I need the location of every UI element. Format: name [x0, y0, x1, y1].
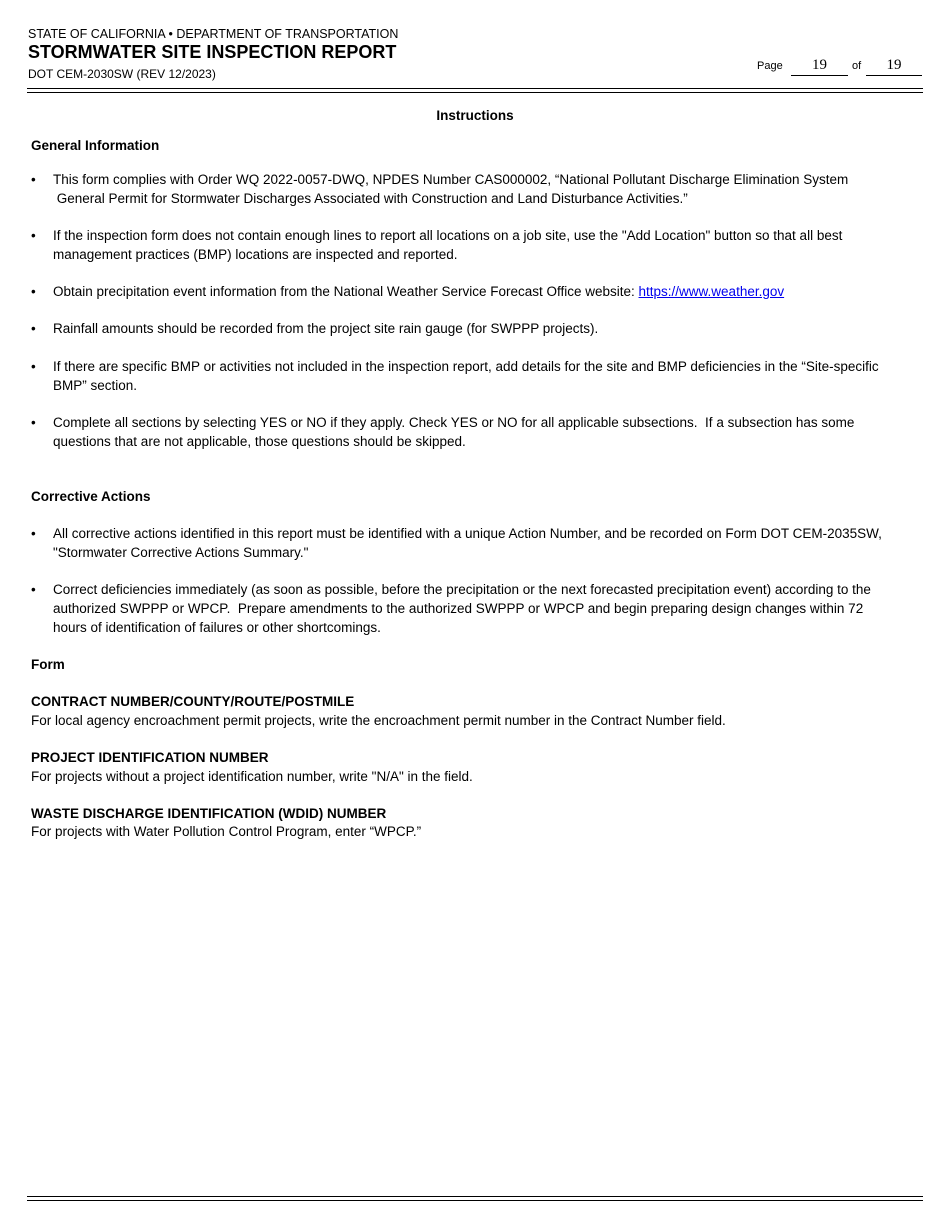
bullet-text: Obtain precipitation event information from the National Weather Service Forecast Office website: [53, 284, 639, 299]
bullet-dot: • [31, 172, 36, 187]
bullet-text: Complete all sections by selecting YES or NO if they apply. Check YES or NO for all applicable subsections. If a subsection has some [53, 415, 855, 430]
corrective-bullet-1 [31, 524, 921, 562]
weather-gov-link[interactable]: https://www.weather.gov [638, 284, 785, 299]
form-title: STORMWATER SITE INSPECTION REPORT [28, 42, 397, 62]
wdid-heading: WASTE DISCHARGE IDENTIFICATION (WDID) NUMBER [31, 806, 387, 821]
bullet-text: General Permit for Stormwater Discharges Associated with Construction and Land Disturbance Activities.” [53, 191, 688, 206]
bullet-text: If the inspection form does not contain enough lines to report all locations on a job site, use the "Add Location" button so that all best [53, 228, 843, 243]
bullet-dot: • [31, 321, 36, 336]
project-id-heading: PROJECT IDENTIFICATION NUMBER [31, 750, 269, 765]
bullet-text: Correct deficiencies immediately (as soon as possible, before the precipitation or the next forecasted precipitation event) according to the [53, 582, 871, 597]
bullet-text: "Stormwater Corrective Actions Summary." [53, 545, 309, 560]
instructions-heading: Instructions [436, 108, 514, 123]
bullet-text: Rainfall amounts should be recorded from the project site rain gauge (for SWPPP projects). [53, 321, 599, 336]
general-bullet-2 [31, 226, 921, 264]
form-heading: Form [31, 657, 65, 672]
general-information-heading: General Information [31, 138, 160, 153]
footer-rule-top [27, 1196, 923, 1197]
corrective-bullet-2 [31, 580, 921, 637]
form-number: DOT CEM-2030SW (REV 12/2023) [28, 67, 216, 81]
bullet-text: BMP” section. [53, 378, 138, 393]
header-rule-bottom [27, 92, 923, 93]
page-label: Page [757, 60, 783, 72]
general-bullet-1 [31, 170, 921, 208]
bullet-text: questions that are not applicable, those questions should be skipped. [53, 434, 466, 449]
contract-number-text: For local agency encroachment permit projects, write the encroachment permit number in the Contract Number field. [31, 713, 726, 728]
bullet-text: All corrective actions identified in this report must be identified with a unique Action Number, and be recorded on Form DOT CEM-2035SW, [53, 526, 882, 541]
bullet-text: This form complies with Order WQ 2022-0057-DWQ, NPDES Number CAS000002, “National Pollutant Discharge Elimination System [53, 172, 849, 187]
of-label: of [852, 60, 862, 72]
bullet-text: hours of identification of failures or other shortcomings. [53, 620, 381, 635]
page-number-field[interactable]: 19 [791, 56, 848, 76]
general-bullet-4 [31, 319, 921, 338]
wdid-text: For projects with Water Pollution Control Program, enter “WPCP.” [31, 824, 422, 839]
general-bullet-5 [31, 357, 921, 395]
contract-number-heading: CONTRACT NUMBER/COUNTY/ROUTE/POSTMILE [31, 694, 355, 709]
corrective-actions-heading: Corrective Actions [31, 489, 151, 504]
bullet-text: authorized SWPPP or WPCP. Prepare amendments to the authorized SWPPP or WPCP and begin preparing design changes within 72 [53, 601, 864, 616]
general-bullet-3 [31, 282, 921, 301]
page-total-field[interactable]: 19 [866, 56, 922, 76]
bullet-text: management practices (BMP) locations are inspected and reported. [53, 247, 458, 262]
agency-line: STATE OF CALIFORNIA • DEPARTMENT OF TRANSPORTATION [28, 27, 399, 41]
bullet-text: If there are specific BMP or activities not included in the inspection report, add details for the site and BMP deficiencies in the “Site-specific [53, 359, 879, 374]
footer-rule-bottom [27, 1200, 923, 1201]
bullet-dot: • [31, 228, 36, 243]
general-bullet-6 [31, 413, 921, 451]
bullet-dot: • [31, 526, 36, 541]
bullet-dot: • [31, 284, 36, 299]
header-rule-top [27, 88, 923, 89]
project-id-text: For projects without a project identification number, write "N/A" in the field. [31, 769, 473, 784]
bullet-dot: • [31, 582, 36, 597]
bullet-dot: • [31, 359, 36, 374]
bullet-dot: • [31, 415, 36, 430]
